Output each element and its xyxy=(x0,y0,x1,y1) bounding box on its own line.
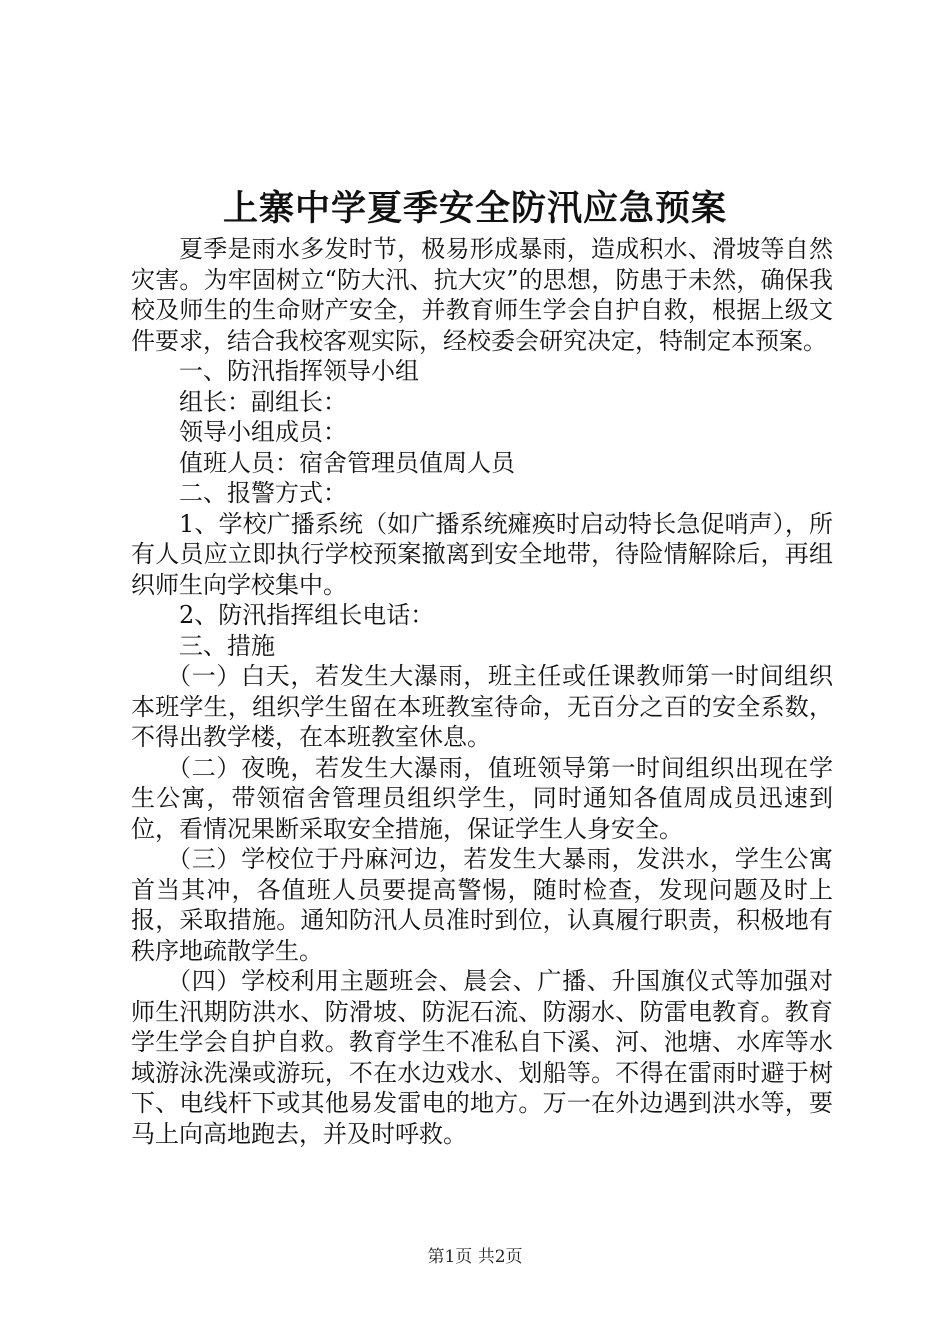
section-heading-measures: 三、措施 xyxy=(179,631,275,660)
paragraph-alarm-phone: 2、防汛指挥组长电话： xyxy=(179,601,435,629)
paragraph-measure-1: （一）白天，若发生大瀑雨，班主任或任课教师第一时间组织本班学生，组织学生留在本班教室待命，无百分之百的安全系数，不得出教学楼，在本班教室休息。 xyxy=(131,662,833,751)
paragraph-measure-4: （四）学校利用主题班会、晨会、广播、升国旗仪式等加强对师生汛期防洪水、防滑坡、防泥石流、防溺水、防雷电教育。教育学生学会自护自救。教育学生不准私自下溪、河、池塘、水库等水域游泳洗澡或游玩，不在水边戏水、划船等。不得在雷雨时避于树下、电线杆下或其他易发雷电的地方。万一在外边遇到洪水等，要马上向高地跑去，并及时呼救。 xyxy=(131,967,833,1148)
section-heading-leadership: 一、防汛指挥领导小组 xyxy=(179,357,419,385)
document-title: 上寨中学夏季安全防汛应急预案 xyxy=(222,189,727,229)
paragraph-measure-2: （二）夜晚，若发生大瀑雨，值班领导第一时间组织出现在学生公寓，带领宿舍管理员组织学生，同时通知各值周成员迅速到位，看情况果断采取安全措施，保证学生人身安全。 xyxy=(131,753,833,843)
paragraph-group-leader: 组长：副组长： xyxy=(179,387,347,416)
paragraph-alarm-broadcast: 1、学校广播系统（如广播系统瘫痪时启动特长急促哨声），所有人员应立即执行学校预案撤离到安全地带，待险情解除后，再组织师生向学校集中。 xyxy=(131,509,833,599)
paragraph-duty-staff: 值班人员：宿舍管理员值周人员 xyxy=(179,448,515,477)
paragraph-measure-3: （三）学校位于丹麻河边，若发生大暴雨，发洪水，学生公寓首当其冲，各值班人员要提高警惕，随时检查，发现问题及时上报，采取措施。通知防汛人员准时到位，认真履行职责，积极地有秩序地疏散学生。 xyxy=(131,845,833,965)
document-body xyxy=(131,234,833,1149)
section-heading-alarm: 二、报警方式： xyxy=(179,479,347,507)
paragraph-group-members: 领导小组成员： xyxy=(179,418,347,446)
paragraph-intro: 夏季是雨水多发时节，极易形成暴雨，造成积水、滑坡等自然灾害。为牢固树立“防大汛、抗大灾”的思想，防患于未然，确保我校及师生的生命财产安全，并教育师生学会自护自救，根据上级文件要求，结合我校客观实际，经校委会研究决定，特制定本预案。 xyxy=(131,235,833,355)
page-number-footer: 第1页 共2页 xyxy=(427,1247,523,1267)
